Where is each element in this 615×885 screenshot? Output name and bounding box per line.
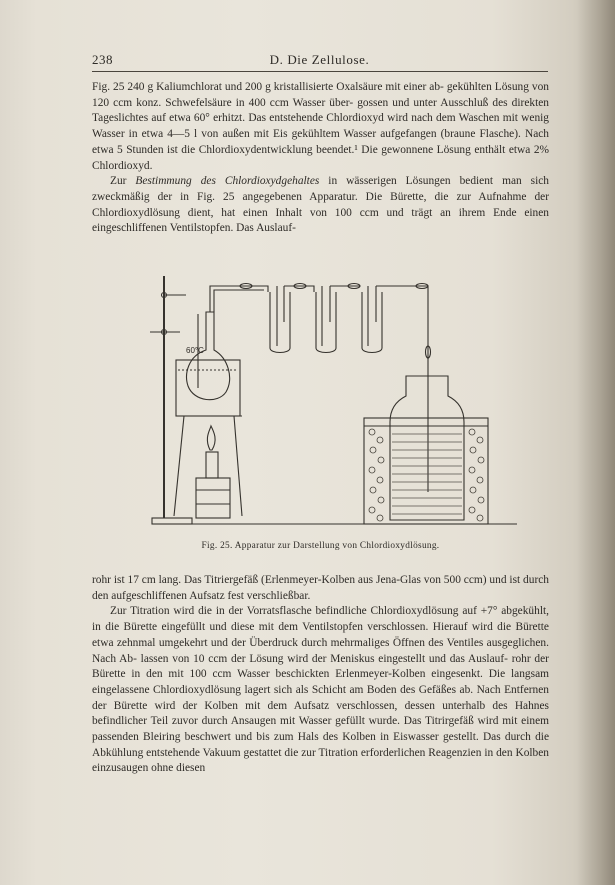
burner-flame [207, 426, 215, 450]
paragraph-1 [92, 80, 549, 174]
stand-base [152, 518, 192, 524]
text-line: gekühlten Lösung von 120 ccm konz. Schwefelsäure in 400 ccm Wasser über- [92, 81, 549, 109]
running-head: D. Die Zellulose. [269, 52, 370, 67]
apparatus-figure [92, 262, 549, 534]
text-line: Fig. 25 240 g Kaliumchlorat und 200 g kristallisierte Oxalsäure mit einer ab- [92, 81, 447, 93]
text-fragment: in wässerigen Lösungen bedient [319, 175, 494, 188]
text-line: etwa 4—5 l von außen mit Eis gekühltem Wasser aufgefangen (braune Flasche). [141, 128, 525, 141]
text-line: rohr ist 17 cm lang. Das Titriergefäß (Erlenmeyer-Kolben aus Jena-Glas von [92, 574, 444, 586]
text-line: 500 ccm) und ist durch den aufgeschliffenen Aufsatz fest verschließbar. [92, 574, 549, 602]
temperature-label: 60°C [186, 346, 204, 355]
text-line: am Boden des Gefäßes ab. Nach Entfernen der Bürette wird der Kolben mit dem [92, 683, 549, 712]
text-line: und trägt an ihrem Ende einen eingeschliffenen Ventilstopfen. Das Auslauf- [92, 206, 550, 235]
text-line: Das entstehende Chlordioxyd wird nach dem Waschen mit wenig Wasser in [92, 112, 549, 141]
bottom-text-block [92, 573, 549, 777]
text-line: Aufsatz verschlossen, dessen unterhalb des Hahnes befindlicher Teil zuvor [92, 699, 549, 728]
tripod-leg [234, 416, 242, 516]
water-bath [176, 360, 240, 416]
text-line: passenden Bleiring beschwert und bis zum Hals des Kolben in Eiswasser [92, 731, 443, 744]
text-line: Nach etwa 5 Stunden ist die Chlordioxydentwicklung beendet.¹ Die gewonnene [92, 128, 550, 156]
paragraph-2 [92, 174, 549, 237]
emphasized-term: Bestimmung des Chlordioxydgehaltes [135, 175, 320, 188]
paragraph-3 [92, 573, 549, 604]
text-line: Titration erforderlichen Reagenzien in den Kolben einzusaugen ohne diesen [92, 746, 550, 775]
text-line: rohr der Bürette in den mit 100 ccm Wasser beschickten Erlenmeyer-Kolben [92, 652, 549, 681]
text-line: Lösung enthält etwa 2% Chlordioxyd. [92, 143, 550, 172]
gas-tube [214, 290, 264, 312]
page-number: 238 [92, 52, 113, 67]
text-line: verschlossen. Hierauf wird die Bürette etwa zehnmal umgekehrt und der [92, 621, 549, 649]
text-line: Zur Titration wird die in der Vorratsflasche befindliche Chlordioxydlösung [110, 605, 463, 618]
cooling-water [392, 434, 462, 514]
ice-pieces [369, 429, 484, 521]
figure-caption: Fig. 25. Apparatur zur Darstellung von Chlordioxydlösung. [201, 541, 440, 551]
apparatus-drawing [92, 262, 549, 534]
paragraph-4 [92, 604, 549, 777]
page-header [92, 52, 547, 70]
text-line: durch Ansaugen mit Wasser gefüllt wurde. Das Titrirgefäß wird mit einem [201, 715, 549, 728]
top-text-block [92, 80, 549, 237]
text-line: auf +7° abgekühlt, in die Bürette eingefüllt und diese mit dem Ventilstopfen [92, 605, 549, 634]
wash-bottle [362, 292, 382, 353]
burner-base [196, 478, 230, 518]
text-line: gestellt. Das durch die Abkühlung entstehende Vakuum gestattet die zur [92, 731, 550, 759]
header-rule [92, 71, 548, 72]
text-line: gossen und unter Ausschluß des direkten Tageslichtes auf etwa 60° erhitzt. [92, 96, 549, 125]
text-line: Überdruck durch mehrmaliges Öffnen des Ventiles ausgeglichen. Nach Ab- [92, 636, 549, 665]
text-line: man sich zweckmäßig der in Fig. 25 angegebenen Apparatur. Die Bürette, [92, 175, 549, 203]
round-flask [187, 312, 230, 400]
page-gutter-shadow [577, 0, 615, 885]
tripod-leg [174, 416, 184, 516]
text-fragment: Zur [110, 175, 136, 188]
burner [206, 452, 218, 478]
text-line: die zur Aufnahme der Chlordioxydlösung dient, hat einen Inhalt von 100 ccm [92, 190, 549, 219]
wash-bottle [270, 292, 290, 353]
text-line: eingesenkt. Die langsam eingelassene Chlordioxydlösung lagert sich als Schicht [92, 668, 549, 696]
text-line: lassen von 10 ccm der Lösung wird der Meniskus eingestellt und das Auslauf- [140, 652, 512, 665]
wash-bottle [316, 292, 336, 353]
